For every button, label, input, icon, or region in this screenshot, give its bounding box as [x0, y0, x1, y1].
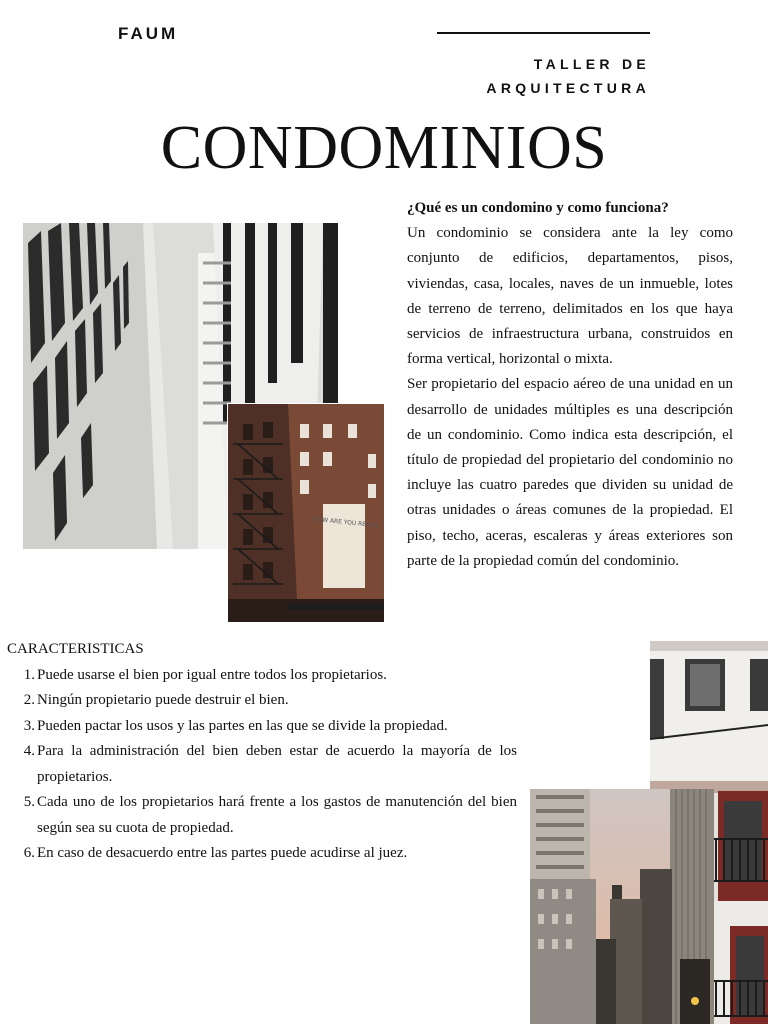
characteristics-list — [7, 663, 517, 867]
list-item-number: 5. — [23, 794, 35, 810]
list-item — [7, 739, 517, 790]
list-item-number: 3. — [23, 717, 35, 734]
list-item-text: Puede usarse el bien por igual entre todos los propietarios. — [37, 666, 387, 683]
list-item-number: 6. — [23, 845, 35, 861]
list-item — [7, 688, 517, 714]
header-rule — [437, 32, 650, 34]
list-item-text: Ningún propietario puede destruir el bien. — [37, 692, 289, 708]
list-item-number: 4. — [23, 743, 35, 759]
list-item-text: Para la administración del bien deben estar de acuerdo la mayoría de los propietarios. — [37, 743, 517, 785]
header-subtitle-line2: ARQUITECTURA — [486, 80, 650, 96]
intro-paragraph-1: Un condominio se considera ante la ley como conjunto de edificios, departamentos, pisos, viviendas, casa, locales, naves de un inmueble, lotes de terreno de terreno, delimitados en los que haya servicios de infraestructura urbana, construidos en forma vertical, horizontal o mixta. — [407, 225, 733, 368]
list-item-text: Pueden pactar los usos y las partes en las que se divide la propiedad. — [37, 717, 448, 734]
list-item — [7, 714, 517, 740]
characteristics-heading: CARACTERISTICAS — [7, 641, 144, 657]
list-item-text: Cada uno de los propietarios hará frente a los gastos de manutención del bien según sea su cuota de propiedad. — [37, 794, 517, 836]
list-item-text: En caso de desacuerdo entre las partes puede acudirse al juez. — [37, 845, 408, 861]
list-item-number: 1. — [23, 666, 35, 683]
intro-section — [407, 196, 733, 574]
intro-paragraph-2: Ser propietario del espacio aéreo de una unidad en un desarrollo de unidades múltiples es una descripción de un condominio. Como indica esta descripción, el título de propiedad del propietario del condominio no incluye las cuatro paredes que dividen su unidad de otras unidades o áreas comunes de la propiedad. El piso, techo, aceras, escaleras y áreas exteriores son parte de la propiedad común del condominio. — [407, 376, 733, 569]
brand-label: FAUM — [118, 24, 179, 43]
list-item — [7, 663, 517, 689]
list-item — [7, 790, 517, 841]
list-item-number: 2. — [23, 692, 35, 708]
characteristics-section — [7, 637, 517, 867]
photo-city-towers-dusk — [530, 789, 714, 1024]
list-item — [7, 841, 517, 867]
intro-question: ¿Qué es un condomino y como funciona? — [407, 200, 669, 216]
page-title: CONDOMINIOS — [160, 114, 608, 182]
header-subtitle-line1: TALLER DE — [533, 56, 650, 72]
photo-brick-building — [227, 403, 385, 623]
sign-text: HOW ARE YOU REALLY — [312, 515, 380, 530]
header-subtitle — [486, 52, 650, 100]
